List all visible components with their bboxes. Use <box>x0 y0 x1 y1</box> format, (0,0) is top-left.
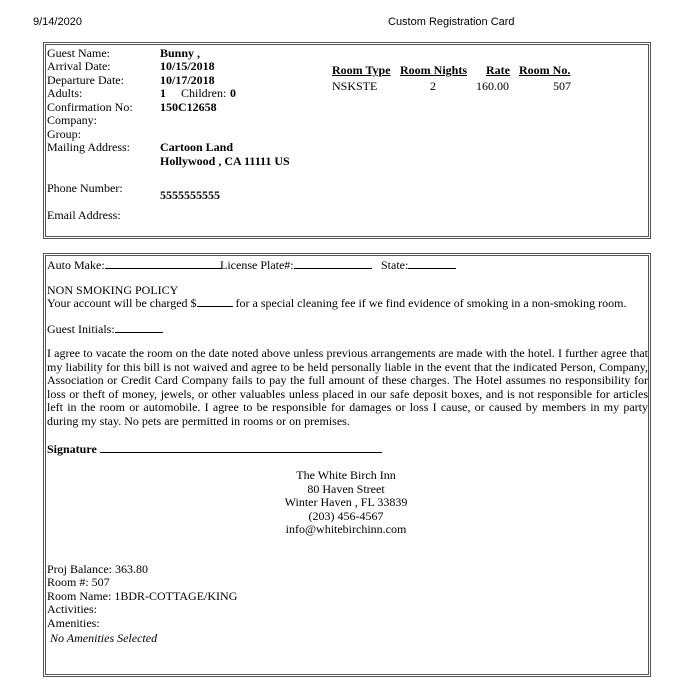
guest-name-label: Guest Name: <box>47 46 110 60</box>
room-number-header: Room No. <box>519 63 571 77</box>
hotel-email: info@whitebirchinn.com <box>285 522 407 536</box>
email-label: Email Address: <box>47 208 121 222</box>
amenities-label: Amenities: <box>47 616 100 630</box>
room-number-summary: Room #: 507 <box>47 575 110 589</box>
license-plate-label: License Plate#: <box>220 258 294 272</box>
phone-value: 5555555555 <box>160 188 220 202</box>
state-row <box>381 259 456 272</box>
hotel-name: The White Birch Inn <box>296 468 396 482</box>
address-line-2: Hollywood , CA 11111 US <box>160 154 290 168</box>
children-label: Children: <box>181 86 227 100</box>
company-label: Company: <box>47 113 97 127</box>
signature-label: Signature <box>47 442 97 456</box>
room-nights-value: 2 <box>430 79 436 93</box>
group-label: Group: <box>47 127 81 141</box>
signature-line <box>100 443 382 453</box>
adults-value: 1 <box>160 86 166 100</box>
charge-prefix: Your account will be charged $ <box>47 296 197 310</box>
document-title: Custom Registration Card <box>388 16 515 28</box>
rate-value: 160.00 <box>476 79 509 93</box>
phone-label: Phone Number: <box>47 181 123 195</box>
mailing-address-label: Mailing Address: <box>47 140 130 154</box>
auto-make-label: Auto Make: <box>47 258 105 272</box>
hotel-city: Winter Haven , FL 33839 <box>284 495 408 509</box>
state-label: State: <box>381 258 409 272</box>
arrival-date-value: 10/15/2018 <box>160 59 215 73</box>
cleaning-fee-row <box>47 297 626 310</box>
print-date: 9/14/2020 <box>33 16 82 28</box>
guest-info-box <box>43 42 651 239</box>
room-name-summary: Room Name: 1BDR-COTTAGE/KING <box>47 589 238 603</box>
room-nights-header: Room Nights <box>400 63 468 77</box>
departure-date-value: 10/17/2018 <box>160 73 215 87</box>
guest-initials-label: Guest Initials: <box>47 322 115 336</box>
guest-name-value: Bunny , <box>160 46 201 60</box>
address-line-1: Cartoon Land <box>160 140 234 154</box>
state-line <box>408 259 456 269</box>
hotel-phone: (203) 456-4567 <box>308 509 384 523</box>
policy-box <box>43 253 651 677</box>
room-type-value: NSKSTE <box>332 79 378 93</box>
confirmation-label: Confirmation No: <box>47 100 133 114</box>
vehicle-row <box>47 259 222 272</box>
license-plate-row <box>220 259 372 272</box>
room-number-value: 507 <box>553 79 571 93</box>
children-value: 0 <box>230 86 236 100</box>
agreement-text: I agree to vacate the room on the date noted above unless previous arrangements are made with the hotel. I further agree that my liability for this bill is not waived and agree to be held personally liable in the event that the indicated Person, Company, Association or Credit Card Company fails to pay the full amount of these charges. The Hotel assumes no responsibility for loss or theft of money, jewels, or other valuables unless placed in our safe deposit boxes, and is not responsible for articles left in the room or automobile. I agree to be responsible for damages or loss I cause, or caused by members in my party during my stay. No pets are permitted in rooms or on premises. <box>47 346 648 428</box>
non-smoking-title: NON SMOKING POLICY <box>47 283 179 297</box>
arrival-date-label: Arrival Date: <box>47 59 111 73</box>
signature-row <box>47 443 382 456</box>
rate-header: Rate <box>486 63 510 77</box>
auto-make-line <box>105 259 222 269</box>
guest-initials-line <box>115 323 163 333</box>
adults-label: Adults: <box>47 86 83 100</box>
confirmation-value: 150C12658 <box>160 100 217 114</box>
activities-label: Activities: <box>47 602 97 616</box>
room-type-header: Room Type <box>332 63 391 77</box>
charge-suffix: for a special cleaning fee if we find evidence of smoking in a non-smoking room. <box>235 296 627 310</box>
projected-balance: Proj Balance: 363.80 <box>47 562 148 576</box>
license-plate-line <box>294 259 372 269</box>
departure-date-label: Departure Date: <box>47 73 124 87</box>
charge-amount-line <box>197 297 233 307</box>
hotel-street: 80 Haven Street <box>307 482 385 496</box>
amenities-value: No Amenities Selected <box>50 631 158 645</box>
guest-initials-row <box>47 323 163 336</box>
